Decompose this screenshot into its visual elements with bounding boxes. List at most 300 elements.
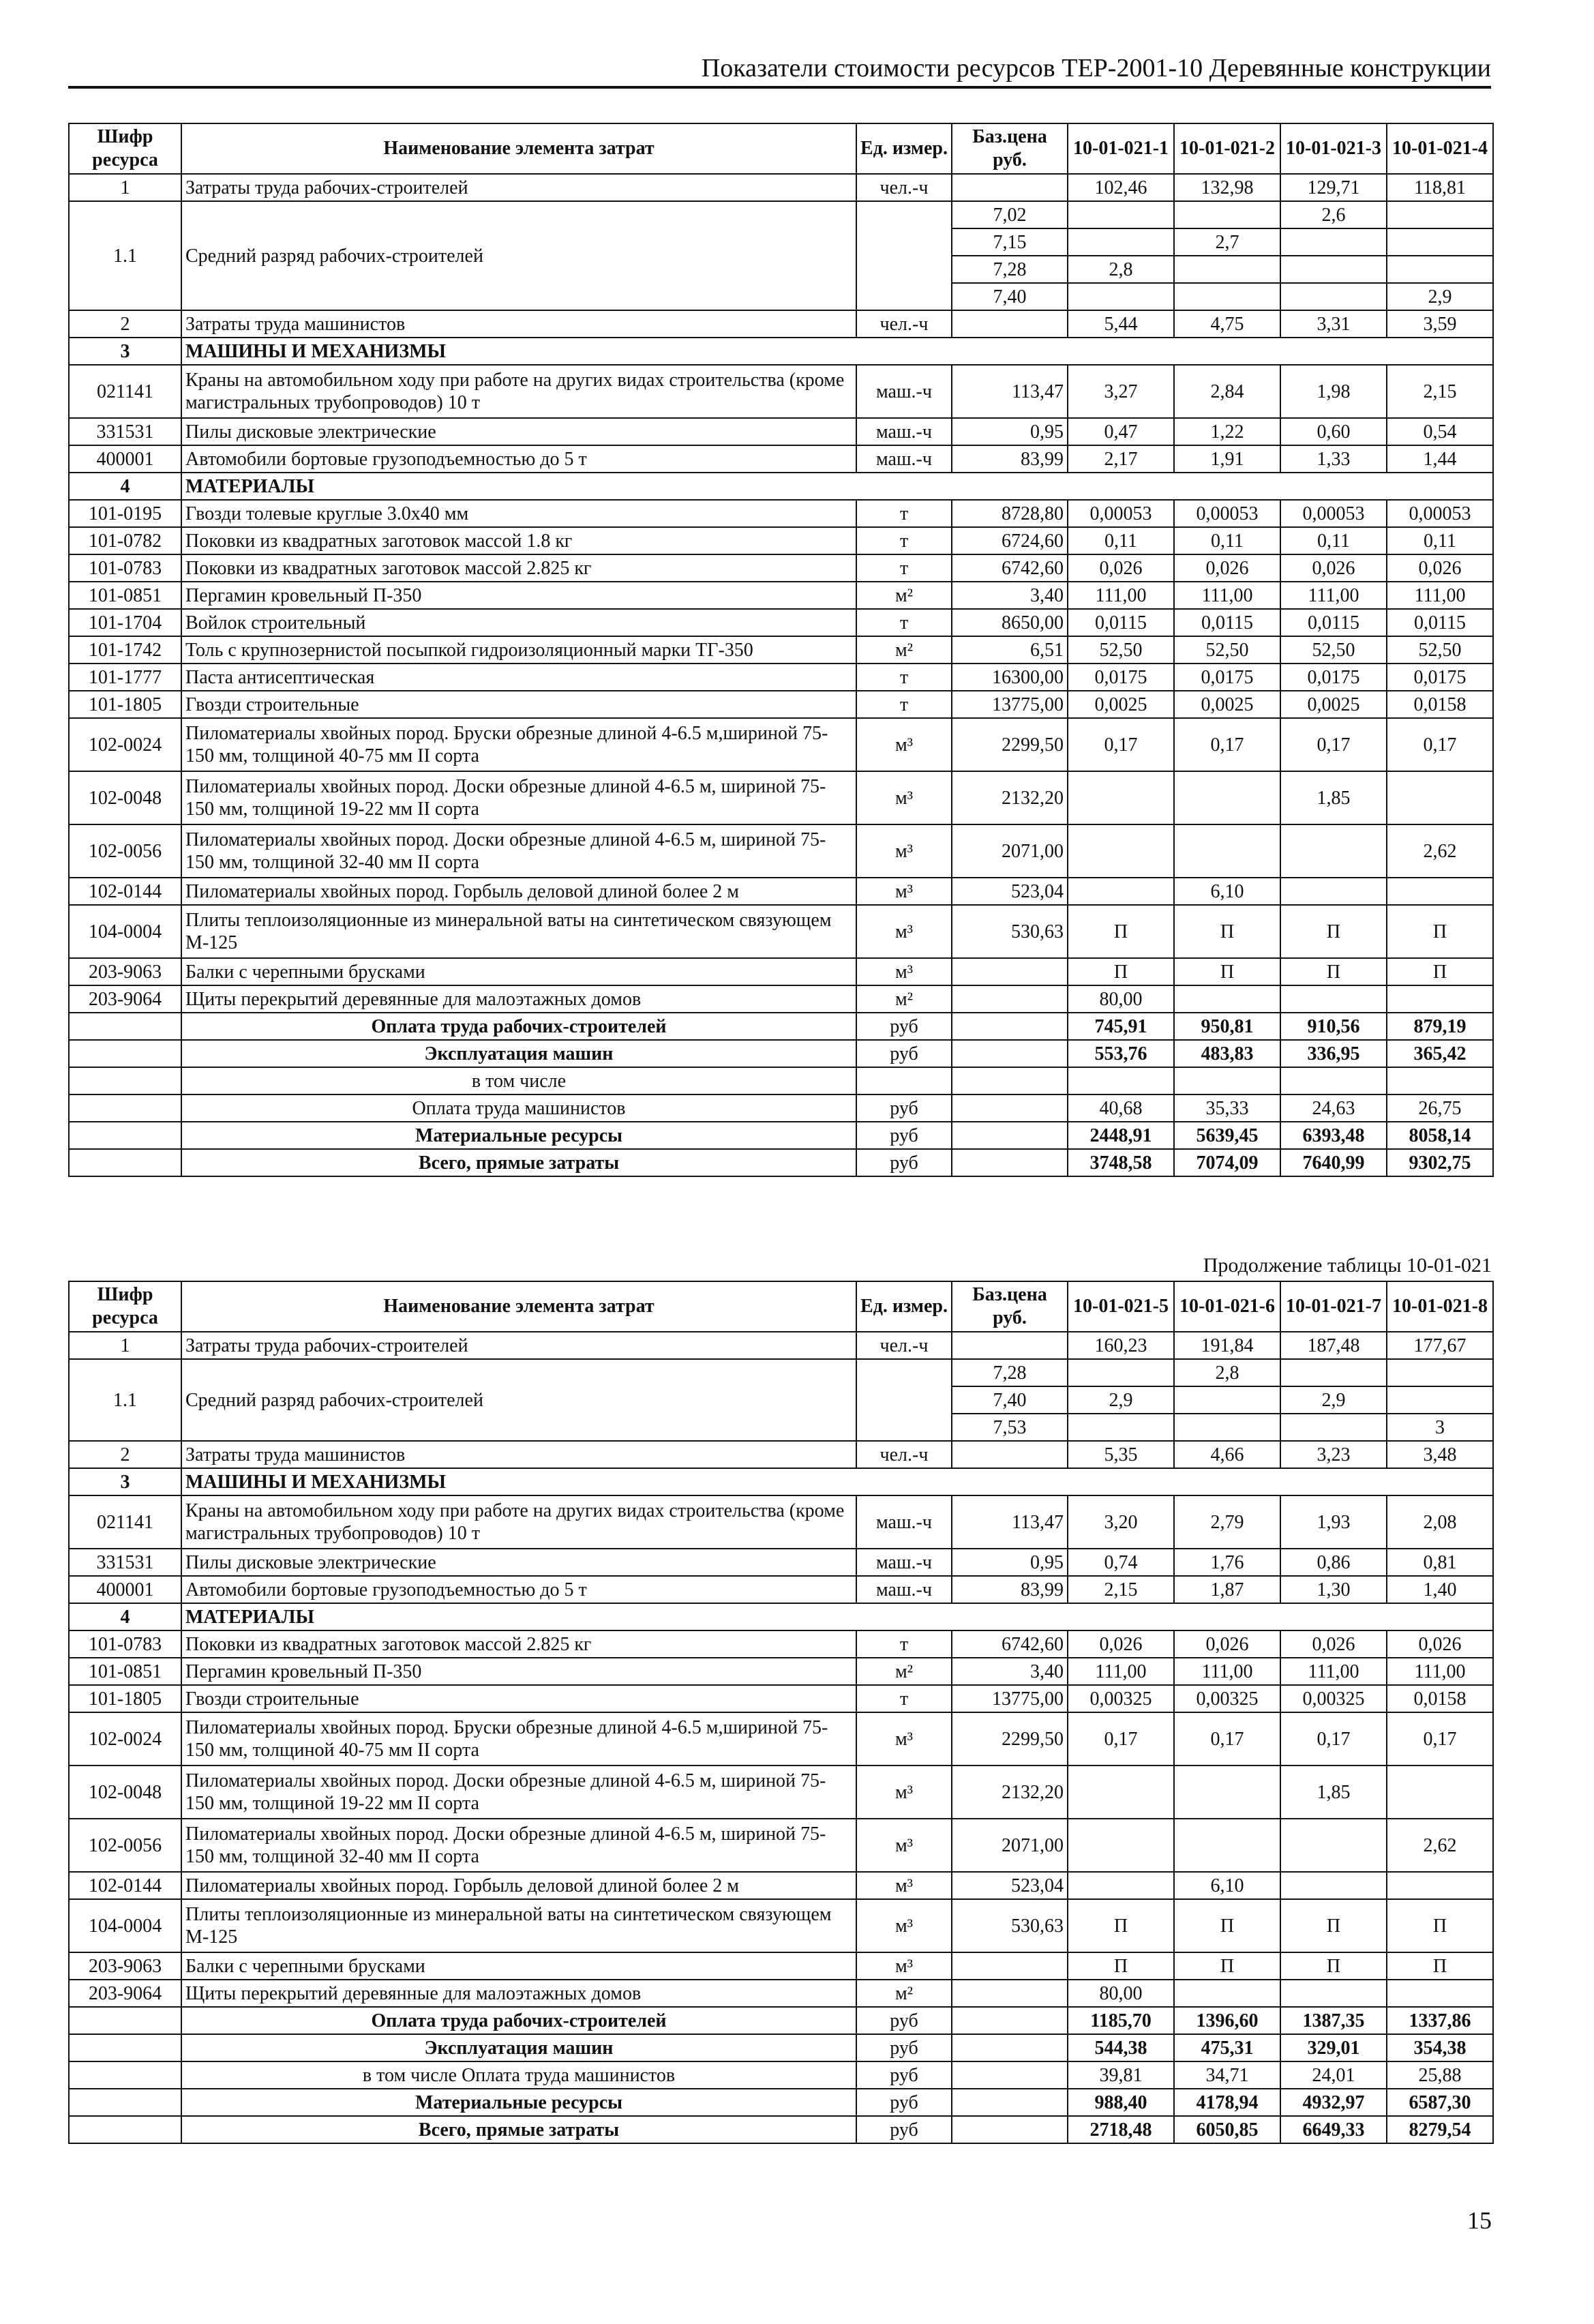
resource-code: 021141 (69, 1495, 181, 1549)
norm-value: 1,85 (1280, 1766, 1387, 1819)
norm-value: 0,00325 (1068, 1685, 1174, 1712)
norm-value: 24,63 (1280, 1094, 1387, 1122)
resource-unit: м² (856, 636, 952, 664)
resource-name: Затраты труда машинистов (181, 310, 856, 338)
resource-unit: чел.-ч (856, 310, 952, 338)
grade-cell (1174, 201, 1280, 228)
grade-cell (1280, 1359, 1387, 1386)
norm-value: 2,62 (1387, 1819, 1493, 1872)
norm-value: 0,17 (1174, 1712, 1280, 1766)
resource-unit: маш.-ч (856, 1495, 952, 1549)
norm-value: 0,0175 (1068, 664, 1174, 691)
norm-value: 52,50 (1174, 636, 1280, 664)
norm-value: П (1387, 958, 1493, 985)
resource-name: Пиломатериалы хвойных пород. Доски обрезные длиной 4-6.5 м, шириной 75-150 мм, толщиной 32-40 мм II сорта (181, 824, 856, 878)
resource-code (69, 2116, 181, 2143)
norm-value: 0,11 (1068, 527, 1174, 554)
norm-value: 2,15 (1068, 1576, 1174, 1603)
resource-unit: м³ (856, 878, 952, 905)
col-header-unit: Ед. измер. (856, 1281, 952, 1332)
norm-value: 2,84 (1174, 365, 1280, 418)
norm-value: 1387,35 (1280, 2007, 1387, 2034)
base-price (952, 958, 1068, 985)
base-price (952, 1952, 1068, 1980)
base-price: 2299,50 (952, 1712, 1068, 1766)
col-header-unit: Ед. измер. (856, 123, 952, 174)
norm-value (1174, 1766, 1280, 1819)
table-row (69, 1122, 1493, 1149)
resource-name: Щиты перекрытий деревянные для малоэтажных домов (181, 1980, 856, 2007)
norm-value: 0,0025 (1174, 691, 1280, 718)
base-price: 2071,00 (952, 824, 1068, 878)
resource-code: 102-0048 (69, 771, 181, 824)
resource-code: 101-1805 (69, 691, 181, 718)
table-row (69, 1603, 1493, 1630)
grade-cell (1174, 1414, 1280, 1441)
resource-unit: чел.-ч (856, 1441, 952, 1468)
norm-value: 52,50 (1387, 636, 1493, 664)
norm-value: 111,00 (1174, 582, 1280, 609)
norm-value: 336,95 (1280, 1040, 1387, 1067)
grade-cell (1387, 201, 1493, 228)
norm-value: 0,0115 (1068, 609, 1174, 636)
resource-unit: т (856, 1685, 952, 1712)
norm-value (1387, 878, 1493, 905)
norm-value: 0,026 (1174, 554, 1280, 582)
norm-value: 0,026 (1280, 554, 1387, 582)
resource-code: 102-0024 (69, 1712, 181, 1766)
resource-code: 101-1704 (69, 609, 181, 636)
base-price: 523,04 (952, 1872, 1068, 1899)
resource-unit: маш.-ч (856, 1576, 952, 1603)
norm-value: 3,31 (1280, 310, 1387, 338)
resource-code: 101-0783 (69, 554, 181, 582)
col-header-name: Наименование элемента затрат (181, 1281, 856, 1332)
norm-value: 0,81 (1387, 1549, 1493, 1576)
table-row (69, 500, 1493, 527)
table-row (69, 310, 1493, 338)
table-row (69, 445, 1493, 473)
grade-cell (1174, 256, 1280, 283)
resource-name: Толь с крупнозернистой посыпкой гидроизоляционный марки ТГ-350 (181, 636, 856, 664)
norm-value: 0,00053 (1174, 500, 1280, 527)
norm-value: 1,33 (1280, 445, 1387, 473)
norm-value: 0,17 (1068, 718, 1174, 771)
resource-code: 400001 (69, 445, 181, 473)
resource-unit: м³ (856, 1872, 952, 1899)
norm-value: 544,38 (1068, 2034, 1174, 2061)
resource-name: Затраты труда рабочих-строителей (181, 174, 856, 201)
resource-name: Гвозди толевые круглые 3.0x40 мм (181, 500, 856, 527)
resource-code: 101-0851 (69, 1658, 181, 1685)
resource-unit: т (856, 664, 952, 691)
resource-unit: т (856, 500, 952, 527)
norm-value: 0,0025 (1068, 691, 1174, 718)
norm-value: 40,68 (1068, 1094, 1174, 1122)
norm-value: 111,00 (1387, 582, 1493, 609)
norm-value: 1,30 (1280, 1576, 1387, 1603)
norm-value: 26,75 (1387, 1094, 1493, 1122)
norm-value: 1,87 (1174, 1576, 1280, 1603)
norm-value (1174, 1067, 1280, 1094)
norm-value (1068, 1872, 1174, 1899)
resource-name: Пиломатериалы хвойных пород. Доски обрезные длиной 4-6.5 м, шириной 75-150 мм, толщиной 19-22 мм II сорта (181, 771, 856, 824)
norm-value: 25,88 (1387, 2061, 1493, 2089)
norm-value: 80,00 (1068, 1980, 1174, 2007)
norm-value (1174, 1980, 1280, 2007)
norm-value: П (1280, 1899, 1387, 1952)
base-price (952, 1013, 1068, 1040)
col-header-price: Баз.цена руб. (952, 123, 1068, 174)
resource-code: 104-0004 (69, 905, 181, 958)
norm-value: 5,44 (1068, 310, 1174, 338)
resource-unit: м³ (856, 1819, 952, 1872)
resource-name: Пиломатериалы хвойных пород. Доски обрезные длиной 4-6.5 м, шириной 75-150 мм, толщиной 19-22 мм II сорта (181, 1766, 856, 1819)
norm-value: 0,0025 (1280, 691, 1387, 718)
grade-value: 7,40 (952, 283, 1068, 310)
resource-name: Гвозди строительные (181, 1685, 856, 1712)
norm-value: 1,98 (1280, 365, 1387, 418)
resource-unit: руб (856, 1149, 952, 1176)
norm-value: 4178,94 (1174, 2089, 1280, 2116)
section-code: 3 (69, 1468, 181, 1495)
grade-cell (1068, 283, 1174, 310)
resource-code: 1.1 (69, 1359, 181, 1441)
norm-value: 0,026 (1387, 1630, 1493, 1658)
table-row (69, 1899, 1493, 1952)
resource-code: 2 (69, 310, 181, 338)
norm-value: 1337,86 (1387, 2007, 1493, 2034)
table-row (69, 1872, 1493, 1899)
resource-code (69, 2089, 181, 2116)
summary-label: Оплата труда машинистов (181, 1094, 856, 1122)
resource-unit: м² (856, 582, 952, 609)
base-price: 83,99 (952, 445, 1068, 473)
table-row (69, 1576, 1493, 1603)
norm-value: 1185,70 (1068, 2007, 1174, 2034)
base-price (952, 985, 1068, 1013)
resource-unit: маш.-ч (856, 418, 952, 445)
resource-name: Краны на автомобильном ходу при работе на других видах строительства (кроме магистральных трубопроводов) 10 т (181, 365, 856, 418)
resource-code: 102-0024 (69, 718, 181, 771)
resource-code: 2 (69, 1441, 181, 1468)
resource-table-1 (68, 123, 1492, 1177)
resource-name: Пилы дисковые электрические (181, 418, 856, 445)
norm-value: П (1068, 958, 1174, 985)
grade-cell: 2,9 (1068, 1386, 1174, 1414)
table-row (69, 1658, 1493, 1685)
base-price (952, 2007, 1068, 2034)
resource-name: Пиломатериалы хвойных пород. Бруски обрезные длиной 4-6.5 м,шириной 75-150 мм, толщиной 40-75 мм II сорта (181, 1712, 856, 1766)
norm-value: П (1387, 1899, 1493, 1952)
table-row (69, 201, 1493, 228)
summary-label: в том числе (181, 1067, 856, 1094)
resource-unit: руб (856, 1040, 952, 1067)
resource-code (69, 2034, 181, 2061)
norm-value: 80,00 (1068, 985, 1174, 1013)
norm-value: 2718,48 (1068, 2116, 1174, 2143)
table-row (69, 1441, 1493, 1468)
norm-value: 354,38 (1387, 2034, 1493, 2061)
norm-value (1068, 824, 1174, 878)
norm-value: 1,44 (1387, 445, 1493, 473)
table-row (69, 985, 1493, 1013)
resource-code (69, 1040, 181, 1067)
resource-name: Автомобили бортовые грузоподъемностью до 5 т (181, 1576, 856, 1603)
norm-value: 2,62 (1387, 824, 1493, 878)
section-code: 3 (69, 338, 181, 365)
base-price (952, 1149, 1068, 1176)
norm-value: 0,0115 (1387, 609, 1493, 636)
grade-cell (1280, 1414, 1387, 1441)
norm-value: 118,81 (1387, 174, 1493, 201)
resource-code: 101-0782 (69, 527, 181, 554)
norm-value: 0,026 (1068, 554, 1174, 582)
grade-cell: 2,8 (1068, 256, 1174, 283)
norm-value (1280, 1819, 1387, 1872)
summary-label: Материальные ресурсы (181, 2089, 856, 2116)
norm-value: 6587,30 (1387, 2089, 1493, 2116)
norm-value: 3,20 (1068, 1495, 1174, 1549)
norm-value: 0,74 (1068, 1549, 1174, 1576)
table-row (69, 2034, 1493, 2061)
base-price: 13775,00 (952, 691, 1068, 718)
resource-code: 102-0144 (69, 878, 181, 905)
grade-cell (1280, 228, 1387, 256)
norm-value (1387, 771, 1493, 824)
base-price: 2071,00 (952, 1819, 1068, 1872)
resource-name: Средний разряд рабочих-строителей (181, 1359, 856, 1441)
base-price (952, 2061, 1068, 2089)
base-price: 6,51 (952, 636, 1068, 664)
grade-cell: 2,9 (1387, 283, 1493, 310)
table-row (69, 174, 1493, 201)
header-row (69, 123, 1493, 174)
resource-code: 400001 (69, 1576, 181, 1603)
resource-unit: м³ (856, 824, 952, 878)
resource-unit: м³ (856, 1766, 952, 1819)
norm-value: 111,00 (1387, 1658, 1493, 1685)
table-row (69, 958, 1493, 985)
norm-value: 0,026 (1280, 1630, 1387, 1658)
resource-code: 102-0056 (69, 824, 181, 878)
norm-value: 4,75 (1174, 310, 1280, 338)
norm-value: 5639,45 (1174, 1122, 1280, 1149)
base-price (952, 1094, 1068, 1122)
section-title: МАТЕРИАЛЫ (181, 1603, 1493, 1630)
section-code: 4 (69, 1603, 181, 1630)
table-row (69, 691, 1493, 718)
grade-cell: 2,7 (1174, 228, 1280, 256)
resource-unit: т (856, 527, 952, 554)
resource-name: Плиты теплоизоляционные из минеральной ваты на синтетическом связующем М-125 (181, 905, 856, 958)
norm-value (1068, 878, 1174, 905)
table-row (69, 582, 1493, 609)
base-price (952, 1332, 1068, 1359)
col-header-variant: 10-01-021-7 (1280, 1281, 1387, 1332)
base-price (952, 1441, 1068, 1468)
norm-value: 0,17 (1068, 1712, 1174, 1766)
norm-value: 0,00325 (1174, 1685, 1280, 1712)
norm-value: 0,54 (1387, 418, 1493, 445)
norm-value: 0,0115 (1280, 609, 1387, 636)
table-row (69, 365, 1493, 418)
norm-value (1174, 1819, 1280, 1872)
norm-value: 111,00 (1280, 1658, 1387, 1685)
norm-value: 365,42 (1387, 1040, 1493, 1067)
norm-value: 0,0175 (1280, 664, 1387, 691)
norm-value: 0,0158 (1387, 1685, 1493, 1712)
grade-value: 7,53 (952, 1414, 1068, 1441)
norm-value: П (1174, 1952, 1280, 1980)
base-price: 530,63 (952, 1899, 1068, 1952)
norm-value: 3,48 (1387, 1441, 1493, 1468)
resource-name: Щиты перекрытий деревянные для малоэтажных домов (181, 985, 856, 1013)
base-price: 2132,20 (952, 771, 1068, 824)
base-price (952, 174, 1068, 201)
resource-unit: т (856, 609, 952, 636)
grade-cell: 2,8 (1174, 1359, 1280, 1386)
norm-value: 0,0158 (1387, 691, 1493, 718)
resource-code: 1 (69, 1332, 181, 1359)
norm-value: 9302,75 (1387, 1149, 1493, 1176)
grade-cell (1387, 1359, 1493, 1386)
resource-code (69, 1013, 181, 1040)
resource-unit: маш.-ч (856, 445, 952, 473)
resource-name: Автомобили бортовые грузоподъемностью до 5 т (181, 445, 856, 473)
resource-code: 331531 (69, 1549, 181, 1576)
norm-value: 1,40 (1387, 1576, 1493, 1603)
resource-name: Поковки из квадратных заготовок массой 2.825 кг (181, 1630, 856, 1658)
summary-label: Эксплуатация машин (181, 2034, 856, 2061)
base-price: 523,04 (952, 878, 1068, 905)
table-row (69, 905, 1493, 958)
resource-name: Средний разряд рабочих-строителей (181, 201, 856, 310)
resource-code (69, 2061, 181, 2089)
resource-code: 021141 (69, 365, 181, 418)
resource-unit: м³ (856, 905, 952, 958)
norm-value: 4,66 (1174, 1441, 1280, 1468)
norm-value: 3,23 (1280, 1441, 1387, 1468)
norm-value (1387, 1872, 1493, 1899)
page-header-title: Показатели стоимости ресурсов ТЕР-2001-10 Деревянные конструкции (701, 54, 1491, 83)
resource-name: Балки с черепными брусками (181, 958, 856, 985)
norm-value: 160,23 (1068, 1332, 1174, 1359)
resource-name: Затраты труда машинистов (181, 1441, 856, 1468)
resource-code (69, 1122, 181, 1149)
norm-value: 191,84 (1174, 1332, 1280, 1359)
base-price: 8650,00 (952, 609, 1068, 636)
table-row (69, 1549, 1493, 1576)
table-row (69, 1495, 1493, 1549)
resource-code (69, 1149, 181, 1176)
base-price (952, 1040, 1068, 1067)
resource-unit: чел.-ч (856, 174, 952, 201)
norm-value: 129,71 (1280, 174, 1387, 201)
norm-value: 0,17 (1280, 718, 1387, 771)
grade-cell (1280, 256, 1387, 283)
grade-value: 7,40 (952, 1386, 1068, 1414)
base-price: 3,40 (952, 582, 1068, 609)
norm-value: 0,026 (1387, 554, 1493, 582)
grade-cell: 2,9 (1280, 1386, 1387, 1414)
norm-value: 2,08 (1387, 1495, 1493, 1549)
norm-value: П (1068, 1952, 1174, 1980)
resource-code: 203-9063 (69, 1952, 181, 1980)
header-rule (68, 86, 1491, 89)
table-row (69, 1630, 1493, 1658)
grade-cell (1387, 256, 1493, 283)
resource-name: Пилы дисковые электрические (181, 1549, 856, 1576)
norm-value: 0,00053 (1068, 500, 1174, 527)
grade-cell (1387, 228, 1493, 256)
norm-value (1280, 1067, 1387, 1094)
col-header-price: Баз.цена руб. (952, 1281, 1068, 1332)
base-price: 16300,00 (952, 664, 1068, 691)
grade-cell (1280, 283, 1387, 310)
resource-unit: м³ (856, 1952, 952, 1980)
norm-value: 111,00 (1068, 1658, 1174, 1685)
resource-code: 101-1742 (69, 636, 181, 664)
norm-value (1068, 1819, 1174, 1872)
norm-value: 102,46 (1068, 174, 1174, 201)
norm-value: 187,48 (1280, 1332, 1387, 1359)
norm-value (1280, 1872, 1387, 1899)
table-row (69, 1980, 1493, 2007)
resource-unit: руб (856, 2089, 952, 2116)
table-row (69, 527, 1493, 554)
base-price: 3,40 (952, 1658, 1068, 1685)
base-price: 2132,20 (952, 1766, 1068, 1819)
resource-name: Гвозди строительные (181, 691, 856, 718)
table-row (69, 1040, 1493, 1067)
norm-value: 7074,09 (1174, 1149, 1280, 1176)
norm-value: 132,98 (1174, 174, 1280, 201)
norm-value (1387, 1766, 1493, 1819)
col-header-variant: 10-01-021-4 (1387, 123, 1493, 174)
norm-value: 0,026 (1174, 1630, 1280, 1658)
norm-value: П (1068, 1899, 1174, 1952)
resource-unit: м³ (856, 1899, 952, 1952)
grade-cell (1174, 1386, 1280, 1414)
norm-value: 745,91 (1068, 1013, 1174, 1040)
norm-value: П (1174, 1899, 1280, 1952)
section-title: МАШИНЫ И МЕХАНИЗМЫ (181, 1468, 1493, 1495)
summary-label: Всего, прямые затраты (181, 2116, 856, 2143)
summary-label: Оплата труда рабочих-строителей (181, 2007, 856, 2034)
norm-value: 111,00 (1068, 582, 1174, 609)
table-2 (68, 1281, 1494, 2144)
norm-value: 1,91 (1174, 445, 1280, 473)
grade-cell (1068, 1414, 1174, 1441)
resource-name: Пергамин кровельный П-350 (181, 1658, 856, 1685)
resource-unit (856, 1067, 952, 1094)
grade-value: 7,28 (952, 256, 1068, 283)
norm-value: 329,01 (1280, 2034, 1387, 2061)
resource-name: Плиты теплоизоляционные из минеральной ваты на синтетическом связующем М-125 (181, 1899, 856, 1952)
table-row (69, 554, 1493, 582)
resource-unit: м³ (856, 771, 952, 824)
col-header-code: Шифр ресурса (69, 1281, 181, 1332)
table-row (69, 1712, 1493, 1766)
summary-label: Всего, прямые затраты (181, 1149, 856, 1176)
base-price: 8728,80 (952, 500, 1068, 527)
norm-value (1280, 824, 1387, 878)
grade-cell (1068, 201, 1174, 228)
norm-value: 0,00053 (1387, 500, 1493, 527)
norm-value: П (1280, 905, 1387, 958)
section-code: 4 (69, 473, 181, 500)
